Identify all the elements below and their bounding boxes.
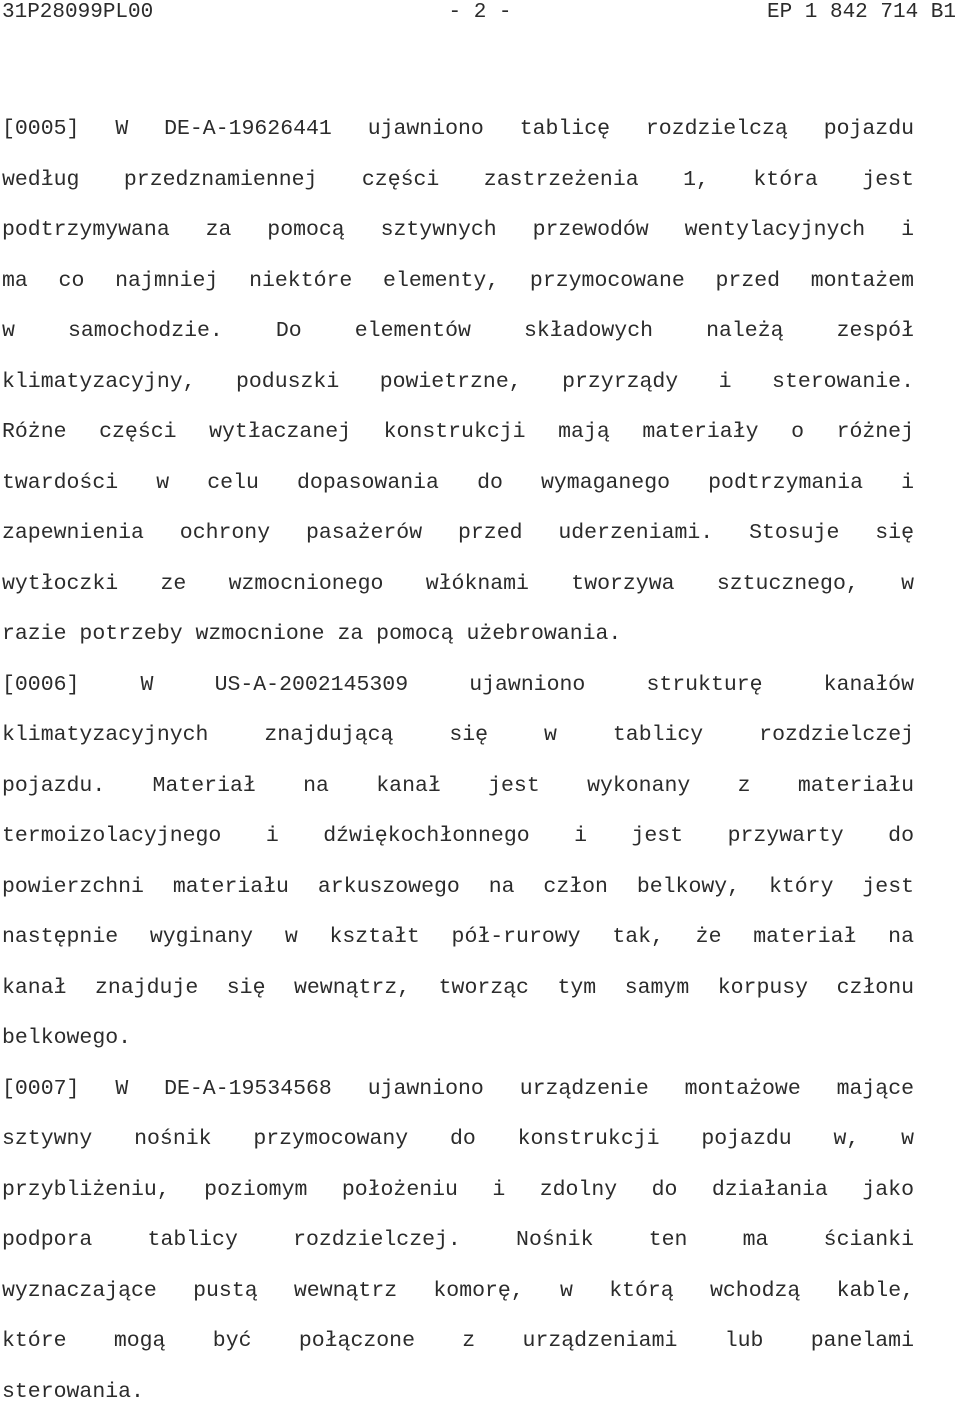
paragraph-line: podpora tablicy rozdzielczej. Nośnik ten ma ścianki xyxy=(2,1215,914,1266)
paragraph-line: pojazdu. Materiał na kanał jest wykonany z materiału xyxy=(2,761,914,812)
paragraph-line: twardości w celu dopasowania do wymaganego podtrzymania i xyxy=(2,458,914,509)
paragraph-number: [0005] xyxy=(2,117,79,141)
paragraph-line: wyznaczające pustą wewnątrz komorę, w którą wchodzą kable, xyxy=(2,1266,914,1317)
paragraph-0007 xyxy=(2,1064,914,1417)
line-text: W DE-A-19626441 ujawniono tablicę rozdzielczą pojazdu xyxy=(115,117,914,141)
paragraph-line: klimatyzacyjnych znajdującą się w tablicy rozdzielczej xyxy=(2,710,914,761)
paragraph-number: [0006] xyxy=(2,673,79,697)
paragraph-line: powierzchni materiału arkuszowego na człon belkowy, który jest xyxy=(2,862,914,913)
page-header xyxy=(0,0,960,26)
paragraph-line: w samochodzie. Do elementów składowych należą zespół xyxy=(2,306,914,357)
paragraph-line: sterowania. xyxy=(2,1367,914,1417)
patent-number: EP 1 842 714 B1 xyxy=(767,0,956,26)
paragraph-line: sztywny nośnik przymocowany do konstrukcji pojazdu w, w xyxy=(2,1114,914,1165)
document-code: 31P28099PL00 xyxy=(2,0,153,26)
paragraph-line: Różne części wytłaczanej konstrukcji mają materiały o różnej xyxy=(2,407,914,458)
line-text: W US-A-2002145309 ujawniono strukturę kanałów xyxy=(141,673,914,697)
paragraph-line: belkowego. xyxy=(2,1013,914,1064)
paragraph-line: według przedznamiennej części zastrzeżenia 1, która jest xyxy=(2,155,914,206)
paragraph-line: wytłoczki ze wzmocnionego włóknami tworzywa sztucznego, w xyxy=(2,559,914,610)
paragraph-line: podtrzymywana za pomocą sztywnych przewodów wentylacyjnych i xyxy=(2,205,914,256)
paragraph-0006 xyxy=(2,660,914,1064)
page-number: - 2 - xyxy=(0,0,960,26)
paragraph-line: następnie wyginany w kształt pół-rurowy tak, że materiał na xyxy=(2,912,914,963)
paragraph-line xyxy=(2,104,914,155)
paragraph-line: ma co najmniej niektóre elementy, przymocowane przed montażem xyxy=(2,256,914,307)
paragraph-line: zapewnienia ochrony pasażerów przed uderzeniami. Stosuje się xyxy=(2,508,914,559)
paragraph-line xyxy=(2,660,914,711)
paragraph-0005 xyxy=(2,104,914,660)
paragraph-line: przybliżeniu, poziomym położeniu i zdolny do działania jako xyxy=(2,1165,914,1216)
paragraph-line xyxy=(2,1064,914,1115)
paragraph-line: klimatyzacyjny, poduszki powietrzne, przyrządy i sterowanie. xyxy=(2,357,914,408)
paragraph-number: [0007] xyxy=(2,1077,79,1101)
paragraph-line: które mogą być połączone z urządzeniami lub panelami xyxy=(2,1316,914,1367)
document-body xyxy=(2,104,914,1417)
paragraph-line: razie potrzeby wzmocnione za pomocą użebrowania. xyxy=(2,609,914,660)
paragraph-line: kanał znajduje się wewnątrz, tworząc tym samym korpusy członu xyxy=(2,963,914,1014)
paragraph-line: termoizolacyjnego i dźwiękochłonnego i jest przywarty do xyxy=(2,811,914,862)
line-text: W DE-A-19534568 ujawniono urządzenie montażowe mające xyxy=(115,1077,914,1101)
